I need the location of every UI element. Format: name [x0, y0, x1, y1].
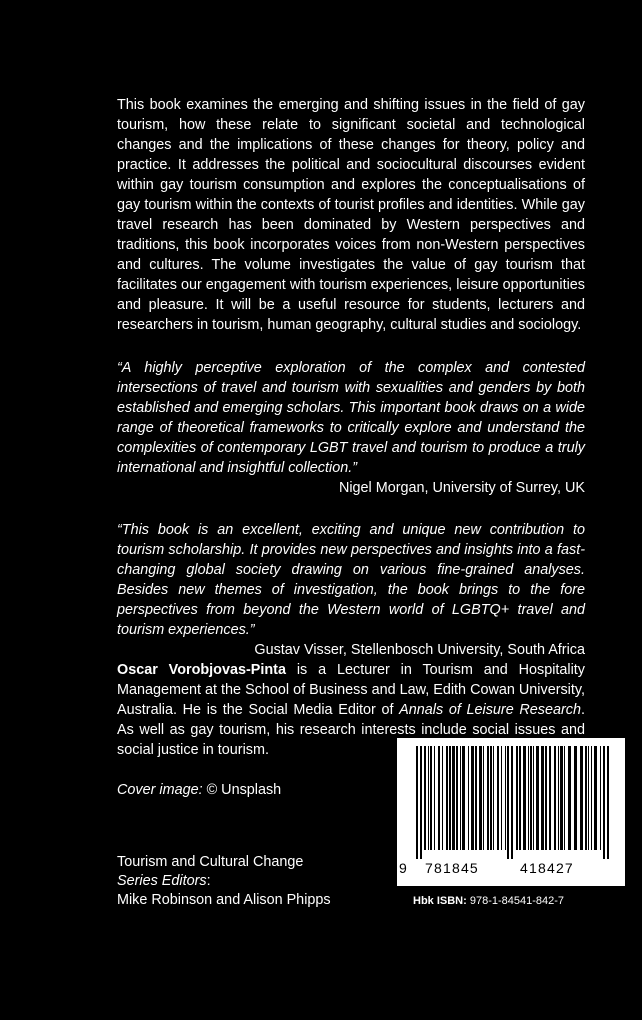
bio-text-end: . As well as gay tourism, his research interests include social issues and social justice in tourism. — [117, 702, 585, 758]
barcode-bar — [475, 746, 477, 850]
isbn — [413, 893, 564, 909]
endorsement-quote: “A highly perceptive exploration of the complex and contested intersections of travel and tourism with sexualities and genders by both established and emerging scholars. This important book draws on a wide range of theoretical frameworks to critically explore and understand the complexities of contemporary LGBT travel and tourism to produce a truly international and insightful collection.” — [117, 360, 585, 476]
barcode-guard-bar — [511, 746, 513, 859]
barcode-bar — [574, 746, 577, 850]
series-info — [117, 853, 331, 910]
barcode-bar — [438, 746, 440, 850]
barcode-bars — [406, 746, 615, 859]
barcode-digits-right: 418427 — [520, 860, 574, 876]
series-editors-label: Series Editors — [117, 873, 207, 889]
barcode-bar — [501, 746, 502, 850]
barcode-bar — [600, 746, 601, 850]
barcode-bar — [483, 746, 484, 850]
barcode-bar — [516, 746, 518, 850]
back-cover-text — [117, 95, 585, 760]
barcode-bar — [497, 746, 499, 850]
barcode-bar — [471, 746, 474, 850]
barcode-bar — [456, 746, 458, 850]
author-name: Oscar Vorobjovas-Pinta — [117, 662, 286, 678]
barcode-bar — [449, 746, 451, 850]
barcode-bar — [424, 746, 426, 850]
barcode-bar — [564, 746, 565, 850]
barcode-guard-bar — [507, 746, 509, 859]
book-description: This book examines the emerging and shifting issues in the field of gay tourism, how these relate to significant societal and technological changes and the implications of these changes for theory, policy and practice. It addresses the political and sociocultural discourses evident within gay tourism consumption and explores the conceptualisations of gay tourism within the contexts of tourist profiles and identities. While gay travel research has been dominated by Western perspectives and traditions, this book incorporates voices from non-Western perspectives and cultures. The volume investigates the value of gay tourism that facilitates our engagement with tourism experiences, leisure opportunities and pleasure. It will be a useful resource for students, lecturers and researchers in tourism, human geography, cultural studies and sociology. — [117, 97, 585, 333]
endorsement-attribution: Nigel Morgan, University of Surrey, UK — [338, 480, 585, 496]
endorsement-attribution: Gustav Visser, Stellenbosch University, South Africa — [254, 642, 585, 658]
barcode-bar — [442, 746, 443, 850]
barcode-bar — [580, 746, 583, 850]
barcode-digits — [397, 858, 625, 880]
barcode-bar — [519, 746, 521, 850]
cover-credit — [117, 780, 281, 800]
barcode-bar — [446, 746, 448, 850]
barcode-bar — [523, 746, 526, 850]
endorsement-1 — [117, 358, 585, 498]
barcode-bar — [549, 746, 551, 850]
barcode-guard-bar — [603, 746, 605, 859]
barcode-digits-left: 781845 — [425, 860, 479, 876]
barcode-bar — [530, 746, 532, 850]
journal-title: Annals of Leisure Research — [399, 702, 581, 718]
series-editors-heading — [117, 872, 331, 891]
barcode-bar — [493, 746, 494, 850]
barcode-bar — [594, 746, 597, 850]
barcode — [397, 738, 625, 886]
series-name: Tourism and Cultural Change — [117, 854, 304, 870]
cover-credit-label: Cover image: — [117, 782, 203, 798]
barcode-bar — [430, 746, 432, 850]
barcode-bar — [528, 746, 529, 850]
series-editors-colon: : — [206, 873, 211, 889]
barcode-bar — [533, 746, 534, 850]
series-editors: Mike Robinson and Alison Phipps — [117, 892, 331, 908]
barcode-bar — [505, 746, 506, 850]
barcode-guard-bar — [416, 746, 418, 859]
barcode-bar — [558, 746, 559, 850]
barcode-bar — [487, 746, 489, 850]
barcode-guard-bar — [607, 746, 609, 859]
barcode-bar — [452, 746, 455, 850]
barcode-bar — [462, 746, 465, 850]
barcode-bar — [568, 746, 571, 850]
endorsement-2 — [117, 520, 585, 660]
barcode-bar — [591, 746, 592, 850]
barcode-bar — [585, 746, 587, 850]
barcode-bar — [490, 746, 492, 850]
barcode-bar — [468, 746, 469, 850]
barcode-bar — [545, 746, 547, 850]
barcode-bar — [428, 746, 429, 850]
barcode-bar — [554, 746, 556, 850]
barcode-bar — [541, 746, 544, 850]
barcode-bar — [588, 746, 589, 850]
barcode-digit-first: 9 — [399, 860, 408, 876]
bio-text: is a Lecturer in Tourism and Hospitality Management at the School of Business and Law, Edith Cowan University, Australia. He is the Social Media Editor of — [117, 662, 586, 718]
barcode-bar — [460, 746, 461, 850]
barcode-bar — [434, 746, 435, 850]
barcode-guard-bar — [420, 746, 422, 859]
barcode-bar — [479, 746, 482, 850]
barcode-bar — [536, 746, 539, 850]
isbn-value: 978-1-84541-842-7 — [466, 895, 565, 907]
isbn-label: Hbk ISBN: — [413, 895, 467, 907]
endorsement-quote: “This book is an excellent, exciting and unique new contribution to tourism scholarship. It provides new perspectives and insights into a fast-changing global society drawing on various fine-grained analyses. Besides new themes of investigation, the book brings to the fore perspectives from beyond the Western world of LGBTQ+ travel and tourism experiences.” — [117, 522, 585, 638]
cover-credit-value: © Unsplash — [202, 782, 282, 798]
barcode-bar — [560, 746, 563, 850]
